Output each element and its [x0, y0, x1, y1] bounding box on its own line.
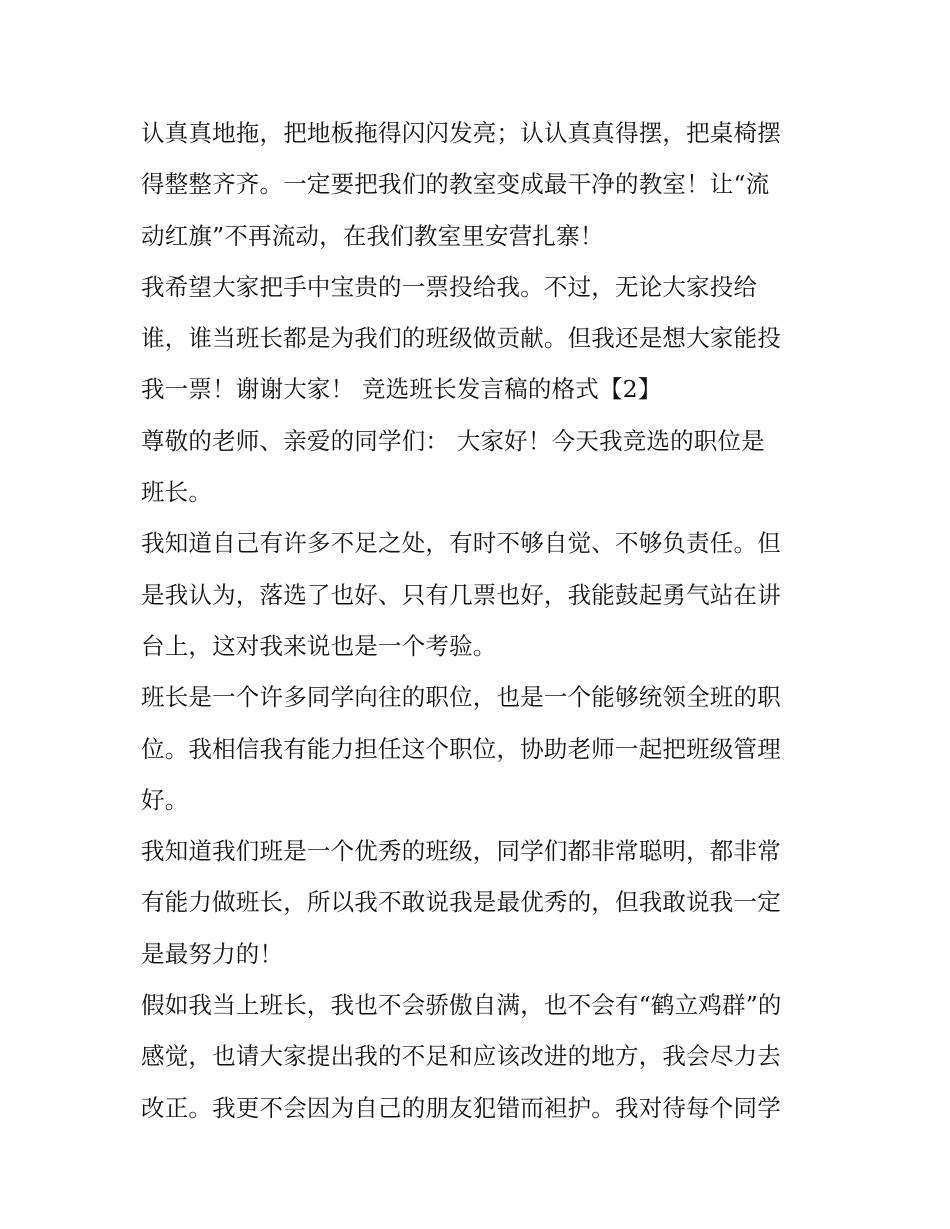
text-line-1: 认真真地拖，把地板拖得闪闪发亮；认认真真得摆，把桌椅摆	[141, 119, 781, 147]
text-line-14: 好。	[141, 785, 189, 814]
text-line-19: 感觉，也请大家提出我的不足和应该改进的地方，我会尽力去	[141, 1042, 781, 1071]
text-line-2: 得整整齐齐。一定要把我们的教室变成最干净的教室！让“流	[141, 170, 770, 199]
text-line-18: 假如我当上班长，我也不会骄傲自满，也不会有“鹤立鸡群”的	[141, 991, 782, 1020]
document-body	[141, 108, 813, 1134]
text-line-4: 我希望大家把手中宝贵的一票投给我。不过，无论大家投给	[141, 272, 758, 301]
text-line-3: 动红旗”不再流动，在我们教室里安营扎寨！	[141, 221, 604, 250]
text-line-8: 班长。	[141, 478, 213, 507]
text-line-9: 我知道自己有许多不足之处，有时不够自觉、不够负责任。但	[141, 529, 781, 558]
text-line-6: 我一票！谢谢大家！ 竞选班长发言稿的格式【2】	[141, 375, 662, 404]
text-line-10: 是我认为，落选了也好、只有几票也好，我能鼓起勇气站在讲	[141, 580, 781, 609]
text-line-20: 改正。我更不会因为自己的朋友犯错而袒护。我对待每个同学	[141, 1093, 781, 1122]
text-line-15: 我知道我们班是一个优秀的班级，同学们都非常聪明，都非常	[141, 837, 781, 866]
text-line-13: 位。我相信我有能力担任这个职位，协助老师一起把班级管理	[141, 734, 781, 763]
text-line-16: 有能力做班长，所以我不敢说我是最优秀的，但我敢说我一定	[141, 888, 781, 917]
text-line-5: 谁，谁当班长都是为我们的班级做贡献。但我还是想大家能投	[141, 324, 781, 353]
text-line-11: 台上，这对我来说也是一个考验。	[141, 631, 497, 660]
text-line-7: 尊敬的老师、亲爱的同学们： 大家好！今天我竞选的职位是	[141, 426, 765, 455]
text-line-12: 班长是一个许多同学向往的职位，也是一个能够统领全班的职	[141, 683, 781, 712]
text-line-17: 是最努力的！	[141, 939, 284, 968]
